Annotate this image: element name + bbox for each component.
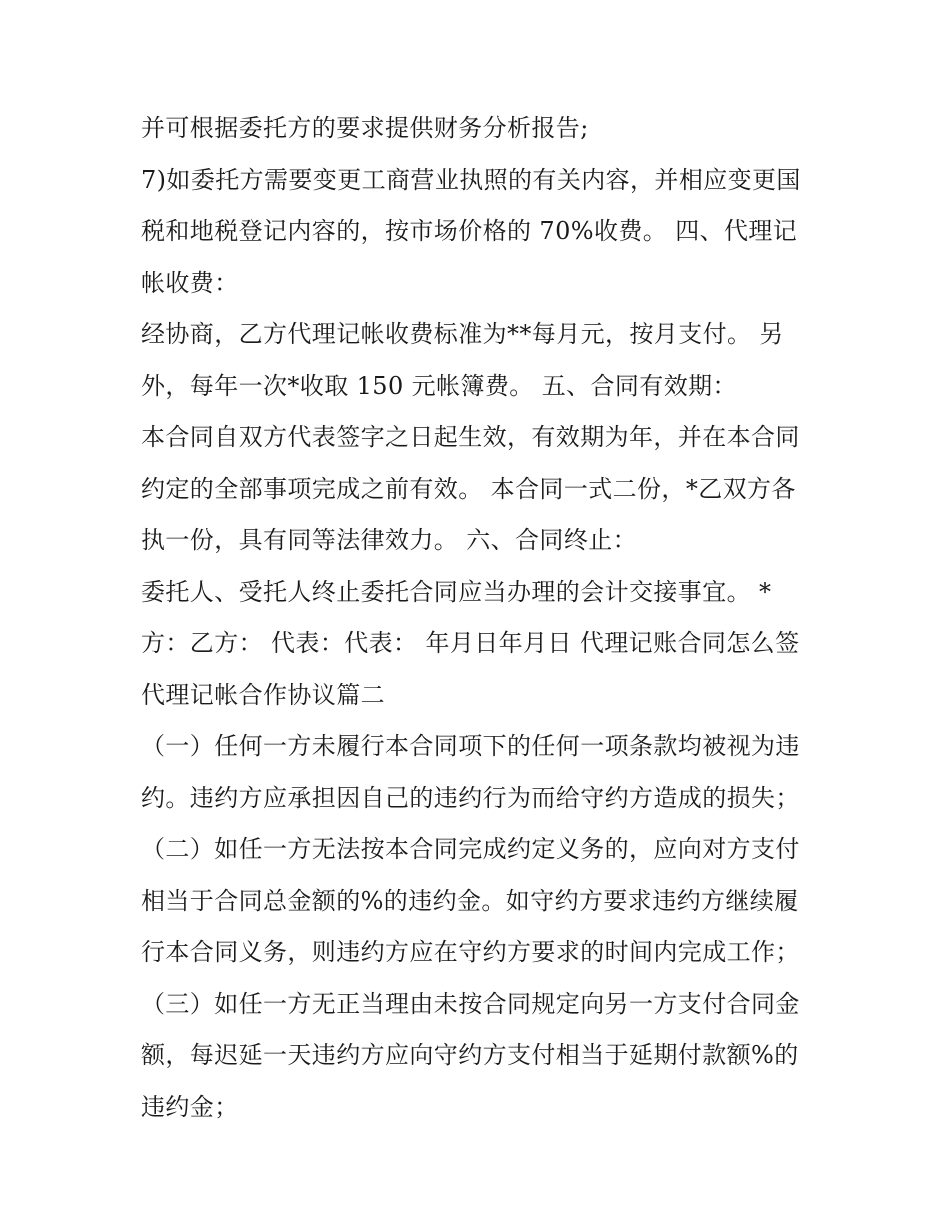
text-line: 本合同自双方代表签字之日起生效，有效期为年，并在本合同 bbox=[141, 423, 800, 451]
section-heading: 代理记帐合作协议篇二 bbox=[141, 680, 385, 709]
text-line: 并可根据委托方的要求提供财务分析报告; bbox=[141, 114, 589, 142]
text-line: 7)如委托方需要变更工商营业执照的有关内容，并相应变更国 bbox=[141, 165, 801, 194]
text-line: 方：乙方： 代表：代表： 年月日年月日 代理记账合同怎么签 bbox=[141, 629, 800, 657]
text-line: 违约金； bbox=[141, 1092, 239, 1121]
text-line: 帐收费： bbox=[141, 268, 239, 297]
text-line: 约定的全部事项完成之前有效。 本合同一式二份，*乙双方各 bbox=[141, 474, 796, 503]
text-line: 相当于合同总金额的%的违约金。如守约方要求违约方继续履 bbox=[141, 886, 799, 915]
text-line: 委托人、受托人终止委托合同应当办理的会计交接事宜。 * bbox=[141, 577, 772, 606]
text-line: （三）如任一方无正当理由未按合同规定向另一方支付合同金 bbox=[141, 989, 800, 1018]
text-line: 经协商，乙方代理记帐收费标准为**每月元，按月支付。 另 bbox=[141, 320, 784, 348]
text-line: 外，每年一次*收取 150 元帐簿费。 五、合同有效期： bbox=[141, 371, 737, 400]
document-body bbox=[141, 103, 841, 1133]
text-line: （一）任何一方未履行本合同项下的任何一项条款均被视为违 bbox=[141, 732, 800, 760]
text-line: （二）如任一方无法按本合同完成约定义务的，应向对方支付 bbox=[141, 835, 800, 863]
text-line: 执一份，具有同等法律效力。 六、合同终止： bbox=[141, 526, 638, 554]
text-line: 税和地税登记内容的，按市场价格的 70%收费。 四、代理记 bbox=[141, 217, 798, 245]
text-line: 额，每迟延一天违约方应向守约方支付相当于延期付款额%的 bbox=[141, 1041, 799, 1069]
text-line: 行本合同义务，则违约方应在守约方要求的时间内完成工作； bbox=[141, 938, 800, 966]
text-line: 约。违约方应承担因自己的违约行为而给守约方造成的损失； bbox=[141, 783, 800, 812]
